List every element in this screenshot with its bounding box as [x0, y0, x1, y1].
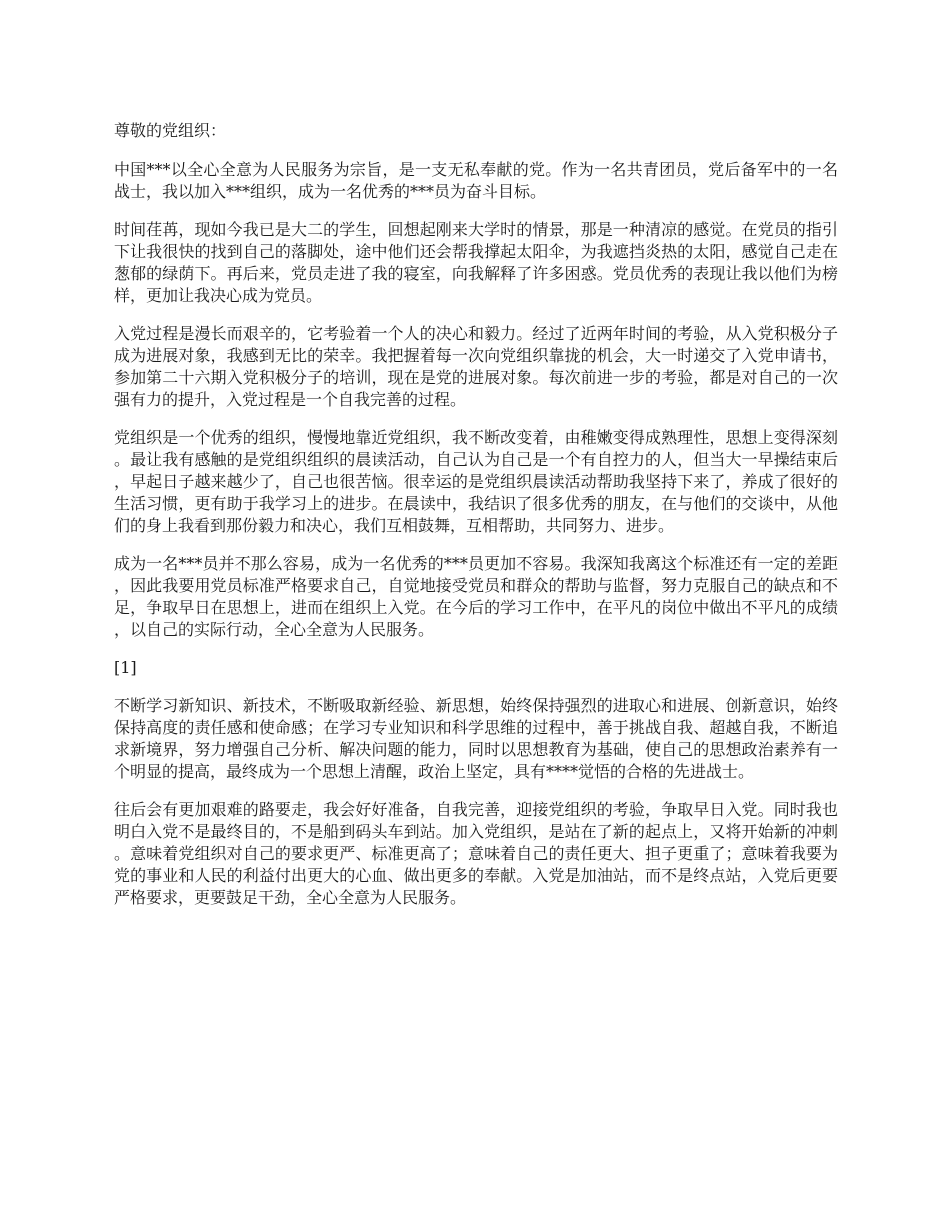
paragraph-1: 中国***以全心全意为人民服务为宗旨，是一支无私奉献的党。作为一名共青团员，党后备军中的一名战士，我以加入***组织，成为一名优秀的***员为奋斗目标。: [114, 160, 838, 201]
paragraph-4: 党组织是一个优秀的组织，慢慢地靠近党组织，我不断改变着，由稚嫩变得成熟理性，思想上变得深刻。最让我有感触的是党组织组织的晨读活动，自己认为自己是一个有自控力的人，但当大一早操结束后，早起日子越来越少了，自己也很苦恼。很幸运的是党组织晨读活动帮助我坚持下来了，养成了很好的生活习惯，更有助于我学习上的进步。在晨读中，我结识了很多优秀的朋友，在与他们的交谈中，从他们的身上我看到那份毅力和决心，我们互相鼓舞，互相帮助，共同努力、进步。: [114, 428, 838, 535]
paragraph-7: 往后会有更加艰难的路要走，我会好好准备，自我完善，迎接党组织的考验，争取早日入党。同时我也明白入党不是最终目的，不是船到码头车到站。加入党组织，是站在了新的起点上，又将开始新的冲刺。意味着党组织对自己的要求更严、标准更高了；意味着自己的责任更大、担子更重了；意味着我要为党的事业和人民的利益付出更大的心血、做出更多的奉献。入党是加油站，而不是终点站，入党后更要严格要求，更要鼓足干劲，全心全意为人民服务。: [114, 800, 838, 907]
paragraph-2: 时间荏苒，现如今我已是大二的学生，回想起刚来大学时的情景，那是一种清凉的感觉。在党员的指引下让我很快的找到自己的落脚处，途中他们还会帮我撑起太阳伞，为我遮挡炎热的太阳，感觉自己走在葱郁的绿荫下。再后来，党员走进了我的寝室，向我解释了许多困惑。党员优秀的表现让我以他们为榜样，更加让我决心成为党员。: [114, 220, 838, 305]
paragraph-5: 成为一名***员并不那么容易，成为一名优秀的***员更加不容易。我深知我离这个标准还有一定的差距，因此我要用党员标准严格要求自己，自觉地接受党员和群众的帮助与监督，努力克服自己的缺点和不足，争取早日在思想上，进而在组织上入党。在今后的学习工作中，在平凡的岗位中做出不平凡的成绩，以自己的实际行动，全心全意为人民服务。: [114, 554, 838, 639]
document-page: [114, 120, 838, 925]
paragraph-6: 不断学习新知识、新技术，不断吸取新经验、新思想，始终保持强烈的进取心和进展、创新意识，始终保持高度的责任感和使命感；在学习专业知识和科学思维的过程中，善于挑战自我、超越自我，不断追求新境界，努力增强自己分析、解决问题的能力，同时以思想教育为基础，使自己的思想政治素养有一个明显的提高，最终成为一个思想上清醒，政治上坚定，具有****觉悟的合格的先进战士。: [114, 696, 838, 781]
paragraph-3: 入党过程是漫长而艰辛的，它考验着一个人的决心和毅力。经过了近两年时间的考验，从入党积极分子成为进展对象，我感到无比的荣幸。我把握着每一次向党组织靠拢的机会，大一时递交了入党申请书，参加第二十六期入党积极分子的培训，现在是党的进展对象。每次前进一步的考验，都是对自己的一次强有力的提升，入党过程是一个自我完善的过程。: [114, 324, 838, 409]
salutation: 尊敬的党组织：: [114, 121, 227, 140]
footnote-marker: [1]: [114, 658, 137, 677]
